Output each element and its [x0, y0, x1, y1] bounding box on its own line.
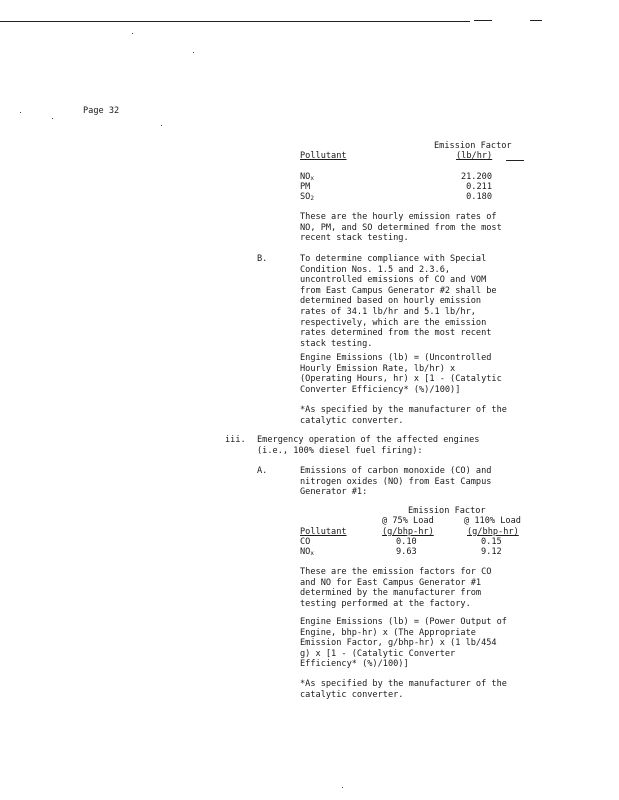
text-line: from East Campus Generator #2 shall be — [300, 285, 497, 296]
section-a-label: A. — [257, 466, 268, 476]
table2-value-col2: 0.15 — [481, 537, 502, 547]
scan-speck — [132, 33, 133, 34]
table1-pollutant-sub: x — [310, 175, 314, 182]
table1-value: 21.200 — [460, 172, 492, 182]
text-line: Emission Factor, g/bhp-hr) x (1 lb/454 — [300, 638, 497, 649]
table2-value-col1: 9.63 — [396, 547, 417, 557]
table1-row — [300, 172, 314, 183]
table2-pollutant-header: Pollutant — [300, 527, 347, 537]
text-line: These are the hourly emission rates of — [300, 212, 497, 222]
text-line: Engine, bhp-hr) x (The Appropriate — [300, 627, 476, 638]
header-rule — [0, 21, 470, 22]
header-rule-segment — [530, 20, 542, 21]
paragraph-hourly-rates — [300, 212, 502, 244]
table1-row — [300, 192, 314, 203]
text-line: (i.e., 100% diesel fuel firing): — [257, 445, 423, 456]
table2-col1-unit: (g/bhp-hr) — [382, 527, 434, 537]
scan-speck — [342, 787, 343, 788]
text-line: To determine compliance with Special — [300, 254, 487, 264]
table1-unit-header — [456, 151, 492, 162]
text-line: rates determined from the most recent — [300, 328, 492, 339]
text-line: Condition Nos. 1.5 and 2.3.6, — [300, 264, 451, 275]
table2-col2-unit: (g/bhp-hr) — [467, 527, 519, 537]
section-b-label: B. — [257, 254, 268, 264]
section-a-text — [300, 466, 491, 498]
table1-unit-rule — [506, 160, 524, 161]
text-line: Engine Emissions (lb) = (Power Output of — [300, 617, 507, 627]
table2-pollutant-sub: x — [310, 550, 314, 557]
table1-pollutant-header: Pollutant — [300, 151, 347, 161]
text-line: catalytic converter. — [300, 689, 404, 700]
table1-row — [300, 182, 310, 193]
text-line: and NO for East Campus Generator #1 — [300, 577, 482, 588]
page-number: Page 32 — [83, 106, 120, 116]
text-line: Converter Efficiency* (%)/100)] — [300, 384, 461, 395]
text-line: nitrogen oxides (NO) from East Campus — [300, 476, 492, 487]
text-line: Emergency operation of the affected engines — [257, 435, 480, 445]
table1-pollutant-sub: 2 — [310, 195, 314, 202]
section-iii-label: iii. — [225, 435, 246, 445]
table2-value-col1: 0.10 — [396, 537, 417, 547]
text-line: Generator #1: — [300, 487, 368, 498]
text-line: catalytic converter. — [300, 415, 404, 426]
text-line: (Operating Hours, hr) x [1 - (Catalytic — [300, 374, 502, 385]
text-line: Emissions of carbon monoxide (CO) and — [300, 466, 492, 476]
section-b-text — [300, 254, 497, 349]
table1-pollutant: NO — [300, 172, 311, 182]
text-line: respectively, which are the emission — [300, 317, 487, 328]
scan-speck — [52, 118, 53, 119]
text-line: Efficiency* (%)/100)] — [300, 659, 409, 670]
paragraph-emission-factors — [300, 567, 491, 609]
footnote-manufacturer — [300, 679, 507, 700]
text-line: These are the emission factors for CO — [300, 567, 492, 577]
table1-pollutant: SO — [300, 192, 311, 202]
scan-speck — [193, 52, 194, 53]
section-iii-text — [257, 435, 479, 456]
table1-emission-factor-header: Emission Factor — [434, 141, 512, 151]
table2-row — [300, 537, 310, 548]
text-line: determined based on hourly emission — [300, 296, 482, 307]
table1-pollutant: PM — [300, 182, 311, 192]
text-line: recent stack testing. — [300, 233, 409, 244]
text-line: stack testing. — [300, 338, 373, 349]
table2-emission-factor-header: Emission Factor — [408, 506, 486, 516]
table2-pollutant: NO — [300, 547, 311, 557]
text-line: Hourly Emission Rate, lb/hr) x — [300, 363, 456, 374]
table2-col1-top: @ 75% Load — [382, 516, 434, 526]
text-line: uncontrolled emissions of CO and VOM — [300, 275, 487, 286]
table1-value: 0.211 — [466, 182, 492, 192]
table2-pollutant: CO — [300, 537, 311, 547]
scan-speck — [161, 125, 162, 126]
text-line: g) x [1 - (Catalytic Converter — [300, 648, 456, 659]
table2-value-col2: 9.12 — [481, 547, 502, 557]
header-rule-segment — [474, 20, 492, 21]
scan-speck — [20, 112, 21, 113]
text-line: NO, PM, and SO determined from the most — [300, 222, 502, 233]
table2-col2-top: @ 110% Load — [464, 516, 521, 526]
text-line: *As specified by the manufacturer of the — [300, 405, 507, 415]
text-line: *As specified by the manufacturer of the — [300, 679, 507, 689]
table1-unit-text: (lb/hr) — [456, 151, 493, 161]
table1-value: 0.180 — [466, 192, 492, 202]
section-b-formula — [300, 353, 502, 395]
section-b-note — [300, 405, 507, 426]
text-line: testing performed at the factory. — [300, 598, 471, 609]
text-line: rates of 34.1 lb/hr and 5.1 lb/hr, — [300, 306, 476, 317]
table2-row — [300, 547, 314, 558]
formula-power-output — [300, 617, 507, 670]
text-line: determined by the manufacturer from — [300, 588, 482, 599]
text-line: Engine Emissions (lb) = (Uncontrolled — [300, 353, 492, 363]
